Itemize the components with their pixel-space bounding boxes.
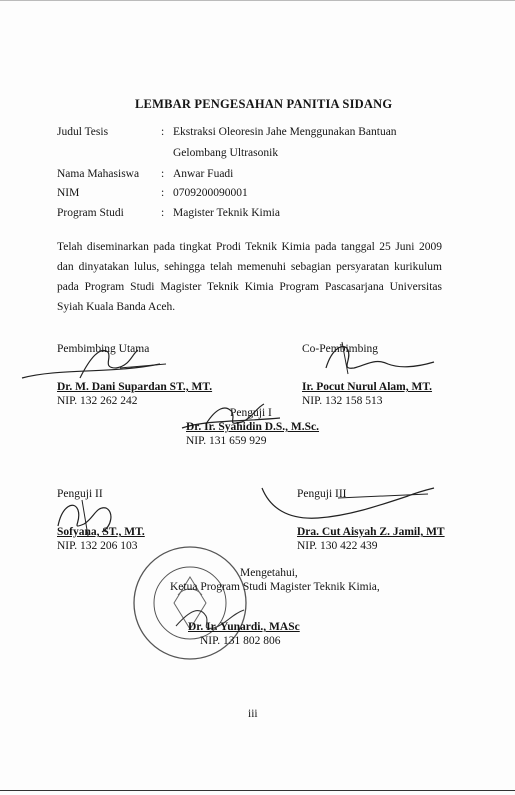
nip-penguji-3: NIP. 130 422 439 [297,540,378,552]
field-label-thesis-title: Judul Tesis [57,126,109,138]
field-label-program: Program Studi [57,207,124,219]
nip-co-pembimbing: NIP. 132 158 513 [302,395,383,407]
name-pembimbing-utama: Dr. M. Dani Supardan ST., MT. [57,381,213,393]
name-penguji-2: Sofyana, ST., MT. [57,526,145,538]
nip-pembimbing-utama: NIP. 132 262 242 [57,395,138,407]
nip-ketua-program: NIP. 131 802 806 [200,635,281,647]
field-value-thesis-title-line2: Gelombang Ultrasonik [173,147,279,159]
nip-penguji-1: NIP. 131 659 929 [186,435,267,447]
field-value-thesis-title-line1: Ekstraksi Oleoresin Jahe Menggunakan Bantuan [173,126,397,138]
top-edge-line [0,0,515,1]
nip-penguji-2: NIP. 132 206 103 [57,540,138,552]
field-value-student-name: Anwar Fuadi [173,168,234,180]
approval-heading: Mengetahui, [240,567,298,579]
field-label-student-name: Nama Mahasiswa [57,168,140,180]
role-penguji-1: Penguji I [230,407,272,419]
role-penguji-2: Penguji II [57,488,103,500]
signature-penguji-3 [258,484,438,524]
field-separator: : [161,207,165,219]
role-pembimbing-utama: Pembimbing Utama [57,343,150,355]
name-ketua-program: Dr. Ir. Yunardi., MASc [188,621,300,633]
field-separator: : [161,168,165,180]
role-co-pembimbing: Co-Pembimbing [302,343,379,355]
document-title: LEMBAR PENGESAHAN PANITIA SIDANG [135,97,393,111]
field-value-nim: 0709200090001 [173,187,248,199]
field-value-program: Magister Teknik Kimia [173,207,280,219]
field-separator: : [161,126,165,138]
signature-pembimbing-utama [20,338,170,384]
signature-co-pembimbing [318,338,438,378]
name-penguji-1: Dr. Ir. Syahidin D.S., M.Sc. [186,421,320,433]
field-separator: : [161,187,165,199]
name-co-pembimbing: Ir. Pocut Nurul Alam, MT. [302,381,433,393]
page-number: iii [248,708,258,720]
approval-role: Ketua Program Studi Magister Teknik Kimia, [170,581,380,593]
field-label-nim: NIM [57,187,80,199]
name-penguji-3: Dra. Cut Aisyah Z. Jamil, MT [297,526,445,538]
bottom-edge-line [0,790,515,791]
approval-statement: Telah diseminarkan pada tingkat Prodi Teknik Kimia pada tanggal 25 Juni 2009 dan dinyatakan lulus, sehingga telah memenuhi sebagian persyaratan kurikulum pada Program Studi Magister Teknik Kimia Program Pascasarjana Universitas Syiah Kuala Banda Aceh. [57,241,442,313]
role-penguji-3: Penguji III [297,488,347,500]
